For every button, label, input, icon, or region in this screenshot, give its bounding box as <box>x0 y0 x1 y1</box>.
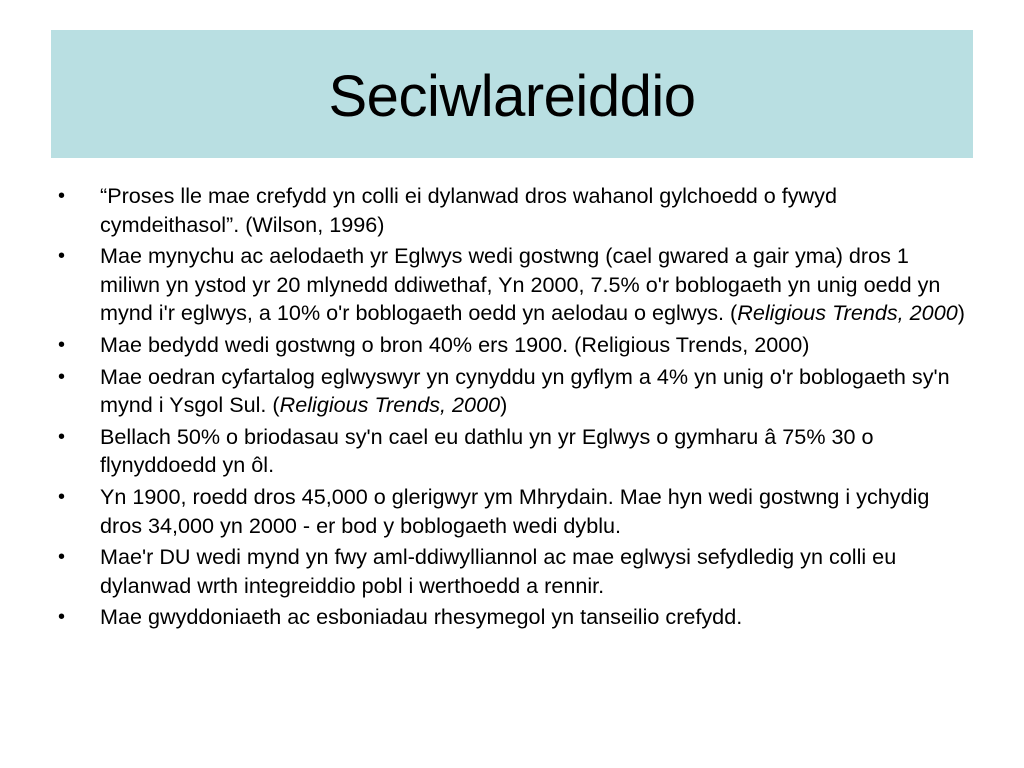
bullet-item <box>58 603 970 632</box>
bullet-text: Mae'r DU wedi mynd yn fwy aml-ddiwylliannol ac mae eglwysi sefydledig yn colli eu dylanwad wrth integreiddio pobl i werthoedd a rennir. <box>100 544 897 598</box>
bullet-dot-icon: • <box>58 333 66 356</box>
bullet-item <box>58 423 970 480</box>
bullet-dot-icon: • <box>58 185 66 207</box>
bullet-list <box>58 182 970 635</box>
bullet-item <box>58 483 970 540</box>
title-banner <box>51 30 973 158</box>
bullet-text: “Proses lle mae crefydd yn colli ei dylanwad dros wahanol gylchoedd o fywyd cymdeithasol”. (Wilson, 1996) <box>100 183 837 237</box>
bullet-dot-icon: • <box>58 245 66 268</box>
bullet-text-end: ) <box>957 300 965 326</box>
bullet-dot-icon: • <box>58 606 66 629</box>
bullet-text: Mae gwyddoniaeth ac esboniadau rhesymegol yn tanseilio crefydd. <box>100 604 743 630</box>
bullet-dot-icon: • <box>58 425 66 448</box>
bullet-text: Bellach 50% o briodasau sy'n cael eu dathlu yn yr Eglwys o gymharu â 75% 30 o flynyddoedd yn ôl. <box>100 423 874 478</box>
bullet-item <box>58 363 970 420</box>
bullet-text: Yn 1900, roedd dros 45,000 o glerigwyr ym Mhrydain. Mae hyn wedi gostwng i ychydig dros 34,000 yn 2000 - er bod y boblogaeth wedi dyblu. <box>100 483 930 538</box>
bullet-item <box>58 182 970 239</box>
bullet-text: Mae mynychu ac aelodaeth yr Eglwys wedi gostwng (cael gwared a gair yma) dros 1 miliwn yn ystod yr 20 mlynedd ddiwethaf, Yn 2000, 7.5% o'r boblogaeth yn unig oedd yn mynd i'r eglwys, a 10% o'r boblogaeth oedd yn aelodau o eglwys. ( <box>100 243 941 326</box>
bullet-text-end: ) <box>500 392 508 418</box>
bullet-item <box>58 242 970 328</box>
slide-title: Seciwlareiddio <box>328 63 696 129</box>
citation-italic: Religious Trends, 2000 <box>737 300 958 326</box>
bullet-text: Mae oedran cyfartalog eglwyswyr yn cynyddu yn gyflym a 4% yn unig o'r boblogaeth sy'n mynd i Ysgol Sul. ( <box>100 363 950 418</box>
citation-italic: Religious Trends, 2000 <box>279 392 501 418</box>
bullet-item <box>58 331 970 360</box>
bullet-item <box>58 543 970 600</box>
bullet-dot-icon: • <box>58 365 66 388</box>
bullet-text: Mae bedydd wedi gostwng o bron 40% ers 1900. (Religious Trends, 2000) <box>100 331 810 357</box>
bullet-dot-icon: • <box>58 546 66 569</box>
bullet-dot-icon: • <box>58 485 66 508</box>
